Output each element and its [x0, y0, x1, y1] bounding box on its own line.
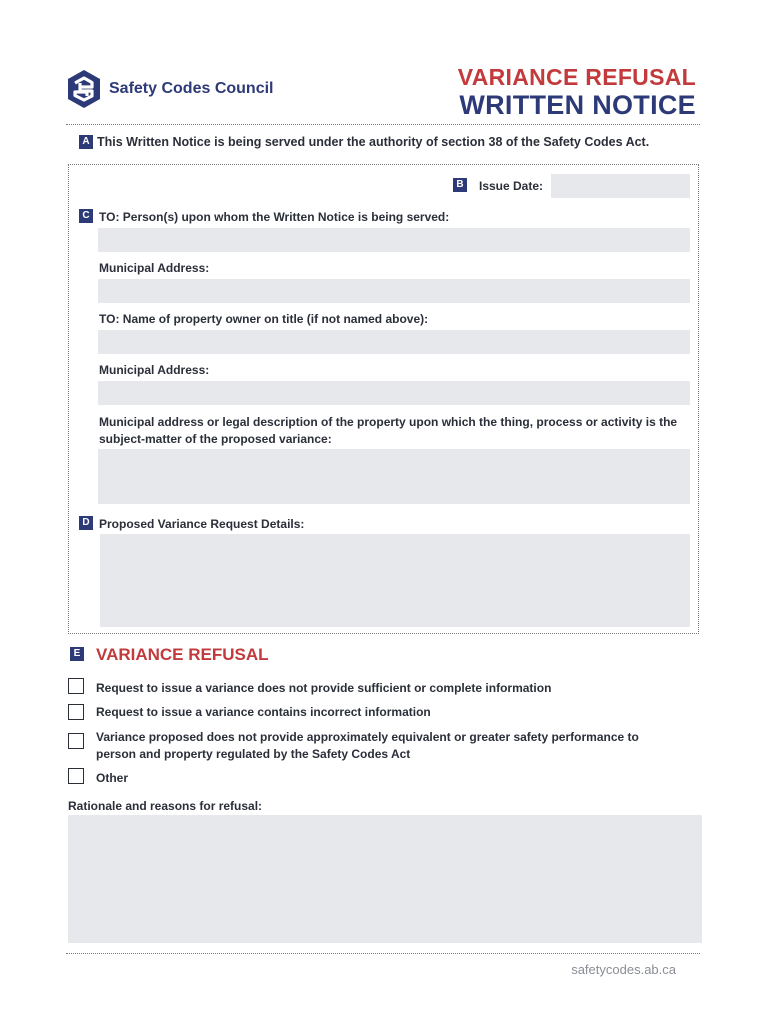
section-e-badge: E: [70, 647, 84, 661]
variance-refusal-heading: VARIANCE REFUSAL: [96, 645, 269, 664]
to-persons-field[interactable]: [98, 228, 690, 252]
refusal-option-label: Request to issue a variance does not provide sufficient or complete information: [96, 681, 552, 695]
property-description-label: Municipal address or legal description of the property upon which the thing, process or activity is the subject-matter of the proposed variance:: [99, 415, 678, 446]
header-divider: [66, 124, 700, 125]
to-persons-label: TO: Person(s) upon whom the Written Notice is being served:: [99, 210, 450, 224]
owner-municipal-address-field[interactable]: [98, 381, 690, 405]
rationale-field[interactable]: [68, 815, 702, 943]
refusal-option-label: Request to issue a variance contains incorrect information: [96, 705, 431, 719]
section-d-badge: D: [79, 516, 93, 530]
issue-date-label: Issue Date:: [479, 179, 544, 193]
safety-codes-council-logo-icon: [66, 69, 102, 109]
refusal-option-label: Other: [96, 771, 129, 785]
refusal-option-checkbox[interactable]: [68, 704, 84, 720]
footer-website-link[interactable]: safetycodes.ab.ca: [571, 962, 676, 977]
property-owner-label: TO: Name of property owner on title (if not named above):: [99, 312, 429, 326]
refusal-option-label: Variance proposed does not provide approximately equivalent or greater safety performance to person and property regulated by the Safety Codes Act: [96, 730, 639, 761]
section-c-badge: C: [79, 209, 93, 223]
property-description-field[interactable]: [98, 449, 690, 504]
refusal-option-checkbox[interactable]: [68, 733, 84, 749]
document-title-line1: VARIANCE REFUSAL: [457, 64, 696, 90]
variance-details-label: Proposed Variance Request Details:: [99, 517, 305, 531]
section-b-badge: B: [453, 178, 467, 192]
municipal-address-label: Municipal Address:: [99, 261, 210, 275]
issue-date-field[interactable]: [551, 174, 690, 198]
refusal-option-checkbox[interactable]: [68, 768, 84, 784]
property-owner-field[interactable]: [98, 330, 690, 354]
footer-divider: [66, 953, 700, 954]
logo-text: Safety Codes Council: [109, 80, 274, 97]
variance-details-field[interactable]: [100, 534, 690, 627]
municipal-address-field[interactable]: [98, 279, 690, 303]
refusal-option-checkbox[interactable]: [68, 678, 84, 694]
authority-statement: This Written Notice is being served under the authority of section 38 of the Safety Codes Act.: [97, 135, 650, 149]
section-a-badge: A: [79, 135, 93, 149]
owner-municipal-address-label: Municipal Address:: [99, 363, 210, 377]
document-title-line2: WRITTEN NOTICE: [459, 90, 696, 120]
rationale-label: Rationale and reasons for refusal:: [68, 799, 263, 813]
